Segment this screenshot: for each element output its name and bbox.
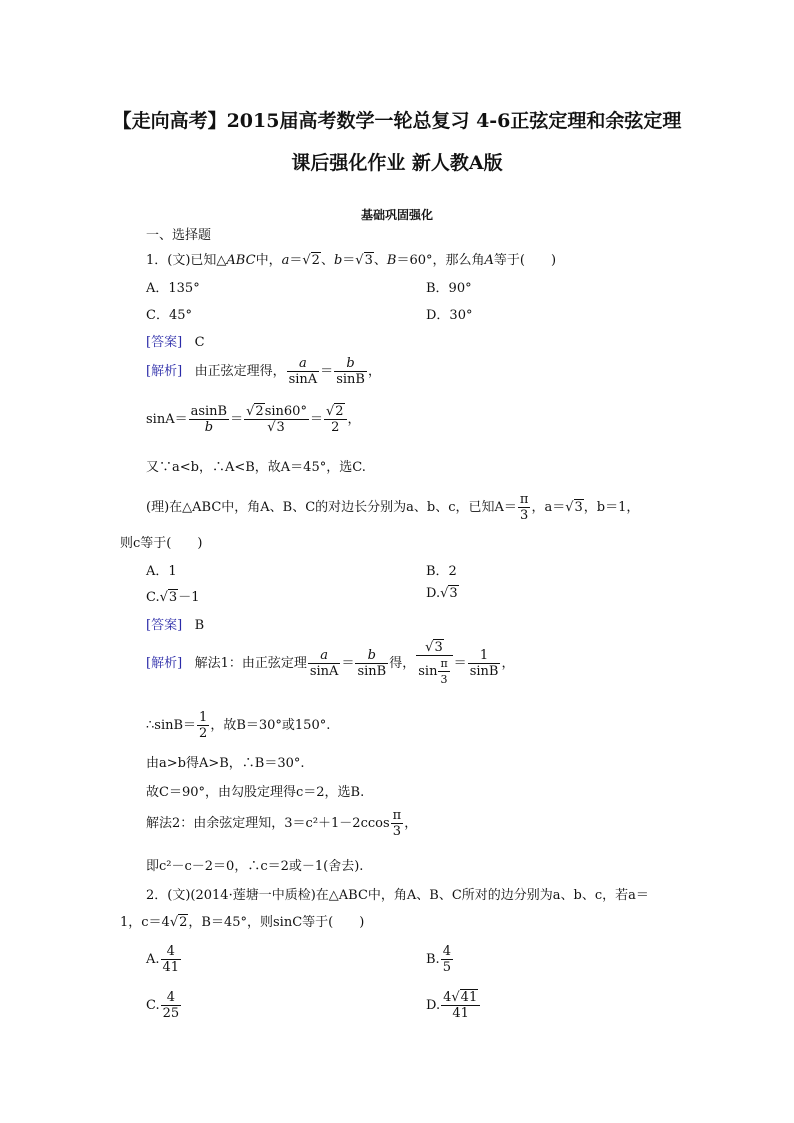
q1-option-a: A．135° [146, 281, 200, 296]
q1b-option-c: C.√3－1 [146, 590, 200, 605]
q1b-analysis-line3: 由a>b得A>B，∴B＝30°. [146, 756, 305, 771]
question-2-stem: 2．(文)(2014·莲塘一中质检)在△ABC中，角A、B、C所对的边分别为a、b、c，若a＝ [146, 888, 649, 903]
analysis-tag: [解析] [146, 656, 183, 671]
q2-option-b: B. $\frac{4}{5}$ [426, 944, 451, 975]
question-1b-stem: (理)在△ABC中，角A、B、C的对边长分别为a、b、c，已知A＝ $\frac{\pi}{3}$ ，a＝√3，b＝1， [146, 492, 640, 523]
answer-tag: [答案] [146, 618, 183, 633]
question-2-stem-line2: 1，c＝4√2，B＝45°，则sinC等于( ) [120, 915, 365, 930]
answer-tag: [答案] [146, 335, 183, 350]
q1b-analysis-line2: ∴sinB＝ $\frac{1}{2}$ ，故B＝30°或150°. [146, 710, 331, 741]
q1-option-b: B．90° [426, 281, 472, 296]
q2-option-c: C. $\frac{4}{25}$ [146, 990, 180, 1021]
question-1-stem: 1．(文)已知△ABC中，a＝√2、b＝√3、B＝60°，那么角A等于( ) [146, 253, 557, 268]
document-title-line1: 【走向高考】2015届高考数学一轮总复习 4-6正弦定理和余弦定理 [112, 110, 682, 132]
q1-analysis-line2: sinA＝ $\frac{asinB}{b}$ ＝ $\frac{√2\sin 60^\circ}{√3}$ ＝ $\frac{√2}{2}$ ， [146, 404, 361, 435]
q1-answer: [答案] C [146, 335, 205, 350]
q1b-option-d: D.√3 [426, 586, 458, 601]
part-heading: 一、选择题 [146, 228, 212, 243]
q1-option-c: C．45° [146, 308, 192, 323]
document-title-line2: 课后强化作业 新人教A版 [291, 152, 503, 174]
q2-option-a: A. $\frac{4}{41}$ [146, 944, 180, 975]
section-heading: 基础巩固强化 [360, 208, 433, 222]
q1b-analysis-line5: 解法2：由余弦定理知，3＝c²＋1－2ccos $\frac{\pi}{3}$ ， [146, 808, 418, 839]
q1b-analysis-line1: [解析] 解法1：由正弦定理 $\frac{a}{\sin A}$ ＝ $\frac{b}{\sin B}$ 得， √3 sin $\frac{\pi}{3}$ ＝ $\frac{1}{\sin B}$ ， [146, 640, 515, 686]
q2-option-d: D. $\frac{4√41}{41}$ [426, 990, 481, 1021]
q1b-option-a: A．1 [146, 564, 177, 579]
q1-option-d: D．30° [426, 308, 473, 323]
analysis-tag: [解析] [146, 364, 183, 379]
q1-analysis-line1: [解析] 由正弦定理得， $\frac{a}{\sin A}$ ＝ $\frac{b}{\sin B}$ ， [146, 356, 381, 387]
question-1b-stem-line2: 则c等于( ) [120, 536, 203, 551]
q1b-analysis-line4: 故C＝90°，由勾股定理得c＝2，选B. [146, 785, 365, 800]
q1-analysis-line3: 又∵a<b，∴A<B，故A＝45°，选C. [146, 460, 366, 475]
q1b-analysis-line6: 即c²－c－2＝0，∴c＝2或－1(舍去). [146, 859, 364, 874]
q1b-answer: [答案] B [146, 618, 205, 633]
q1b-option-b: B．2 [426, 564, 457, 579]
